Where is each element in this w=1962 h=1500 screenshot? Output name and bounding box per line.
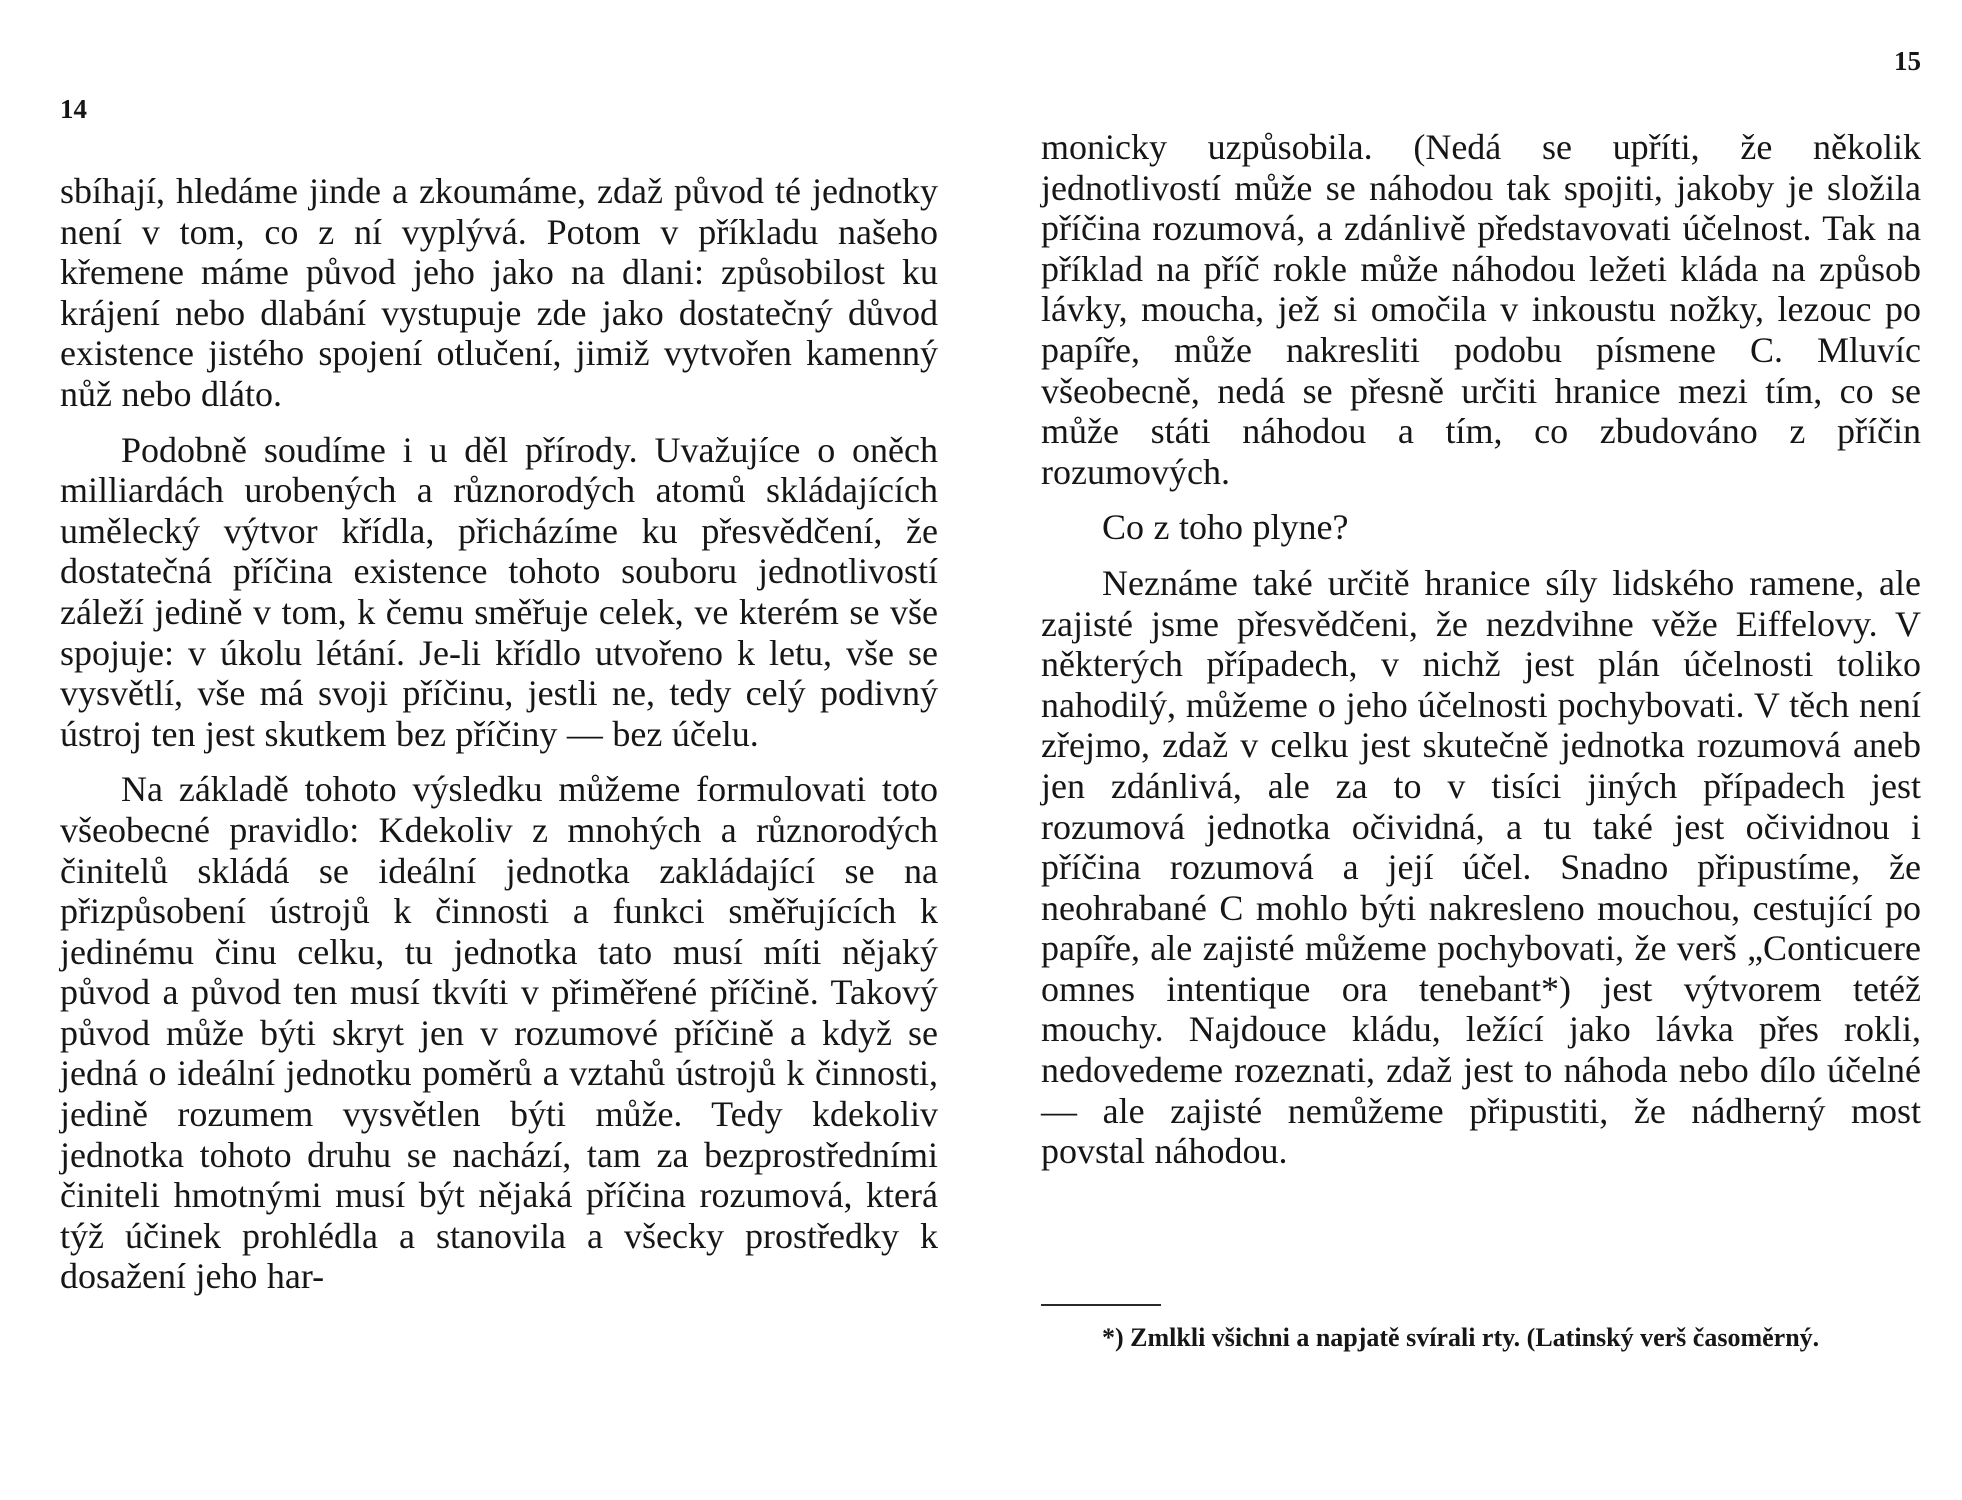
page-number-right: 15 xyxy=(1894,46,1921,76)
right-page xyxy=(1041,0,1921,1500)
paragraph: sbíhají, hledáme jinde a zkoumáme, zdaž původ té jednotky není v tom, co z ní vyplývá. Potom v příkladu našeho křemene máme původ jeho jako na dlani: způsobilost ku krájení nebo dlabání vystupuje zde jako dostatečný důvod existence jistého spojení otlučení, jimiž vytvořen kamenný nůž nebo dláto. xyxy=(60,171,938,414)
footnote-divider xyxy=(1041,1304,1161,1306)
paragraph: Na základě tohoto výsledku můžeme formulovati toto všeobecné pravidlo: Kdekoliv z mnohých a různorodých činitelů skládá se ideální jednotka zakládající se na přizpůsobení ústrojů k činnosti a funkci směřujících k jedinému činu celku, tu jednotka tato musí míti nějaký původ a původ ten musí tkvíti v přiměřené příčině. Takový původ může býti skryt jen v rozumové příčině a když se jedná o ideální jednotku poměrů a vztahů ústrojů k činnosti, jedině rozumem vysvětlen býti může. Tedy kdekoliv jednotka tohoto druhu se nachází, tam za bezprostředními činiteli hmotnými musí být nějaká příčina rozumová, která týž účinek prohlédla a stanovila a všecky prostředky k dosažení jeho har- xyxy=(60,769,938,1297)
paragraph: Podobně soudíme i u děl přírody. Uvažujíce o oněch milliardách urobených a různorodých atomů skládajících umělecký výtvor křídla, přicházíme ku přesvědčení, že dostatečná příčina existence tohoto souboru jednotlivostí záleží jedině v tom, k čemu směřuje celek, ve kterém se vše spojuje: v úkolu létání. Je-li křídlo utvořeno k letu, vše se vysvětlí, vše má svoji příčinu, jestli ne, tedy celý podivný ústroj ten jest skutkem bez příčiny — bez účelu. xyxy=(60,429,938,754)
left-page-body xyxy=(60,171,938,1312)
paragraph: Co z toho plyne? xyxy=(1102,507,1349,548)
left-page xyxy=(60,0,938,1500)
footnote: *) Zmlkli všichni a napjatě svírali rty. (Latinský verš časoměrný. xyxy=(1102,1323,1820,1352)
paragraph: Neznáme také určitě hranice síly lidského ramene, ale zajisté jsme přesvědčeni, že nezdvihne věže Eiffelovy. V některých případech, v nichž jest plán účelnosti toliko nahodilý, můžeme o jeho účelnosti pochybovati. V těch není zřejmo, zdaž v celku jest skutečně jednotka rozumová aneb jen zdánlivá, ale za to v tisíci jiných případech jest rozumová jednotka očividná, a tu také jest očividnou i příčina rozumová a její účel. Snadno připustíme, že neohrabané C mohlo býti nakresleno mouchou, cestující po papíře, ale zajisté můžeme pochybovati, že verš „Conticuere omnes intentique ora tenebant*) jest výtvorem tetéž mouchy. Najdouce kládu, ležící jako lávka přes rokli, nedovedeme rozeznati, zdaž jest to náhoda nebo dílo účelné — ale zajisté nemůžeme připustiti, že nádherný most povstal náhodou. xyxy=(1041,562,1921,1172)
right-page-body xyxy=(1041,127,1921,1187)
page-number-left: 14 xyxy=(60,94,87,124)
paragraph: monicky uzpůsobila. (Nedá se upříti, že několik jednotlivostí může se náhodou tak spojiti, jakoby je složila příčina rozumová, a zdánlivě představovati účelnost. Tak na příklad na příč rokle může náhodou ležeti kláda na způsob lávky, moucha, jež si omočila v inkoustu nožky, lezouc po papíře, může nakresliti podobu písmene C. Mluvíc všeobecně, nedá se přesně určiti hranice mezi tím, co se může státi náhodou a tím, co zbudováno z příčin rozumových. xyxy=(1041,127,1921,492)
